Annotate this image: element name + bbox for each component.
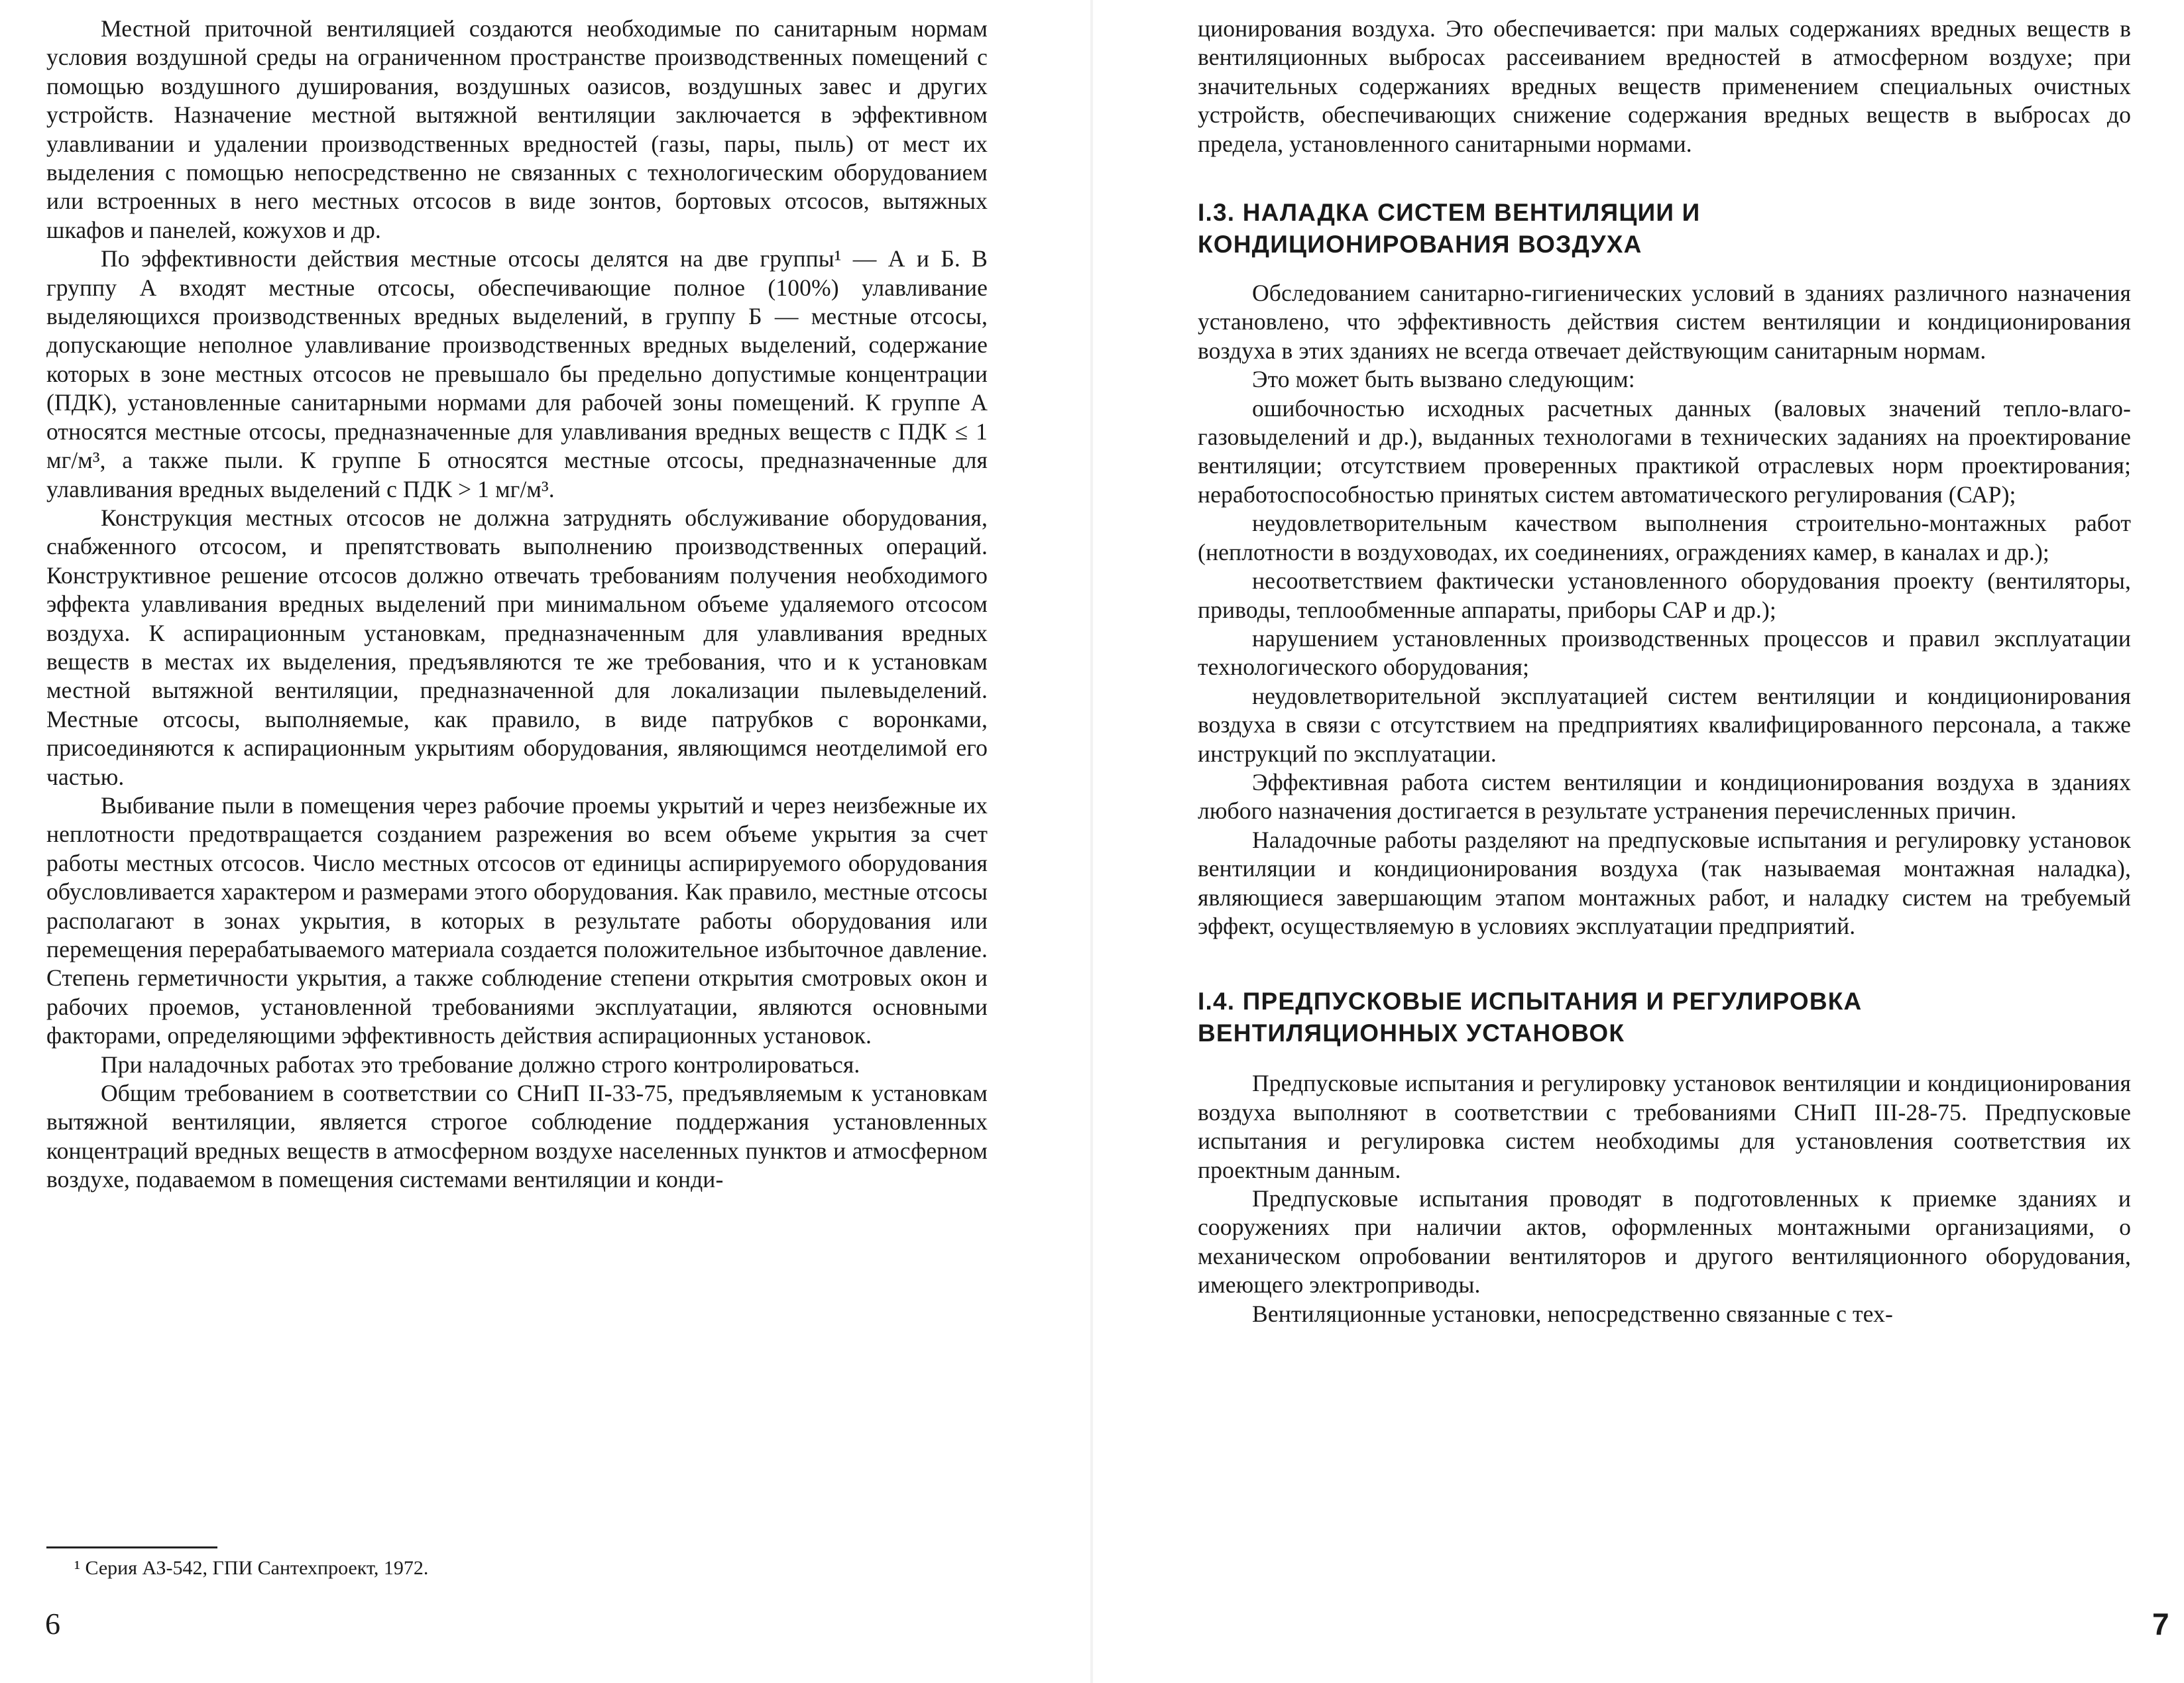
list-item: неудовлетворительной эксплуатацией систем вентиляции и кондиционирования воздуха в связи с отсутствием на предприятиях квалифицированного персонала, а также инструкций по эксплуатации. — [1198, 682, 2131, 767]
paragraph: Это может быть вызвано следующим: — [1252, 366, 1635, 393]
paragraph: Конструкция местных отсосов не должна затруднять обслуживание оборудования, снабженного отсосом, и препятствовать выполнению производственных операций. Конструктивное решение отсосов должно отвечать требованиям получения необходимого эффекта улавливания вредных выделений при минимальном объеме удаляемого отсосом воздуха. К аспирационным установкам, предназначенным для улавливания вредных веществ в местах их выделения, предъявляются те же требования, что и к установкам местной вытяжной вентиляции, предназначенной для локализации пылевыделений. Местные отсосы, выполняемые, как правило, в виде патрубков с воронками, присоединяются к аспирационным укрытиям оборудования, являющимся неотделимой его частью. — [46, 504, 988, 790]
list-item: несоответствием фактически установленного оборудования проекту (вентиляторы, приводы, теплообменные аппараты, приборы САР и др.); — [1198, 567, 2131, 623]
paragraph: При наладочных работах это требование должно строго контролироваться. — [101, 1051, 860, 1078]
page-number-left: 6 — [45, 1607, 60, 1641]
right-text-column — [1198, 15, 2131, 1328]
paragraph: Эффективная работа систем вентиляции и кондиционирования воздуха в зданиях любого назначения достигается в результате устранения перечисленных причин. — [1198, 768, 2131, 825]
section-heading-1-3 — [1198, 197, 2131, 261]
paragraph: По эффективности действия местные отсосы делятся на две группы¹ — А и Б. В группу А входят местные отсосы, обеспечивающие полное (100%) улавливание выделяющихся производственных вредных выделений, в группу Б — местные отсосы, допускающие неполное улавливание производственных вредных выделений, содержание которых в зоне местных отсосов не превышало бы предельно допустимые концентрации (ПДК), установленные санитарными нормами для рабочей зоны помещений. К группе А относятся местные отсосы, предназначенные для улавливания вредных веществ с ПДК ≤ 1 мг/м³, а также пыли. К группе Б относятся местные отсосы, предназначенные для улавливания вредных выделений с ПДК > 1 мг/м³. — [46, 245, 988, 502]
footnote: ¹ Серия АЗ-542, ГПИ Сантехпроект, 1972. — [74, 1557, 429, 1579]
paragraph: Местной приточной вентиляцией создаются необходимые по санитарным нормам условия воздушной среды на ограниченном пространстве производственных помещений с помощью воздушного душирования, воздушных оазисов, воздушных завес и других устройств. Назначение местной вытяжной вентиляции заключается в эффективном улавливании и удалении производственных вредностей (газы, пары, пыль) от мест их выделения с помощью непосредственно не связанных с технологическим оборудованием или встроенных в него местных отсосов в виде зонтов, бортовых отсосов, вытяжных шкафов и панелей, кожухов и др. — [46, 15, 988, 243]
paragraph-continuation: ционирования воздуха. Это обеспечивается: при малых содержаниях вредных веществ в вентиляционных выбросах рассеиванием вредностей в атмосферном воздухе; при значительных содержаниях вредных веществ применением специальных очистных устройств, обеспечивающих снижение содержания вредных веществ в выбросах до предела, установленного санитарными нормами. — [1198, 15, 2131, 157]
left-text-column — [46, 15, 988, 1194]
paragraph: Предпусковые испытания и регулировку установок вентиляции и кондиционирования воздуха выполняют в соответствии с требованиями СНиП III-28-75. Предпусковые испытания и регулировка систем необходимы для установления соответствия их проектным данным. — [1198, 1070, 2131, 1183]
footnote-divider — [46, 1546, 217, 1548]
heading-line: КОНДИЦИОНИРОВАНИЯ ВОЗДУХА — [1198, 231, 1642, 259]
heading-line: ВЕНТИЛЯЦИОННЫХ УСТАНОВОК — [1198, 1019, 1625, 1047]
list-item: неудовлетворительным качеством выполнения строительно-монтажных работ (неплотности в воздуховодах, их соединениях, ограждениях камер, в каналах и др.); — [1198, 510, 2131, 565]
paragraph: Общим требованием в соответствии со СНиП II-33-75, предъявляемым к установкам вытяжной вентиляции, является строгое соблюдение поддержания установленных концентраций вредных веществ в атмосферном воздухе населенных пунктов и атмосферном воздухе, подаваемом в помещения системами вентиляции и конди- — [46, 1080, 988, 1193]
paragraph: Наладочные работы разделяют на предпусковые испытания и регулировку установок вентиляции и кондиционирования воздуха (так называемая монтажная наладка), являющиеся завершающим этапом монтажных работ, и наладку систем на требуемый эффект, осуществляемую в условиях эксплуатации предприятий. — [1198, 826, 2131, 939]
section-heading-1-4 — [1198, 986, 2131, 1049]
list-item: ошибочностью исходных расчетных данных (валовых значений тепло-влаго-газовыделений и др.), выданных технологами в технических заданиях на проектирование вентиляции; отсутствием проверенных практикой отраслевых норм проектирования; неработоспособностью принятых систем автоматического регулирования (САР); — [1198, 394, 2131, 508]
list-item: нарушением установленных производственных процессов и правил эксплуатации технологического оборудования; — [1198, 624, 2131, 681]
paragraph: Вентиляционные установки, непосредственно связанные с тех- — [1252, 1300, 1893, 1327]
paragraph: Обследованием санитарно-гигиенических условий в зданиях различного назначения установлено, что эффективность действия систем вентиляции и кондиционирования воздуха в этих зданиях не всегда отвечает действующим санитарным нормам. — [1198, 280, 2131, 364]
page-number-right: 7 — [2152, 1607, 2169, 1641]
paragraph: Предпусковые испытания проводят в подготовленных к приемке зданиях и сооружениях при наличии актов, оформленных монтажными организациями, о механическом опробовании вентиляторов и другого вентиляционного оборудования, имеющего электроприводы. — [1198, 1185, 2131, 1299]
right-page — [1092, 0, 2184, 1683]
heading-line: I.4. ПРЕДПУСКОВЫЕ ИСПЫТАНИЯ И РЕГУЛИРОВКА — [1198, 988, 1863, 1016]
paragraph: Выбивание пыли в помещения через рабочие проемы укрытий и через неизбежные их неплотности предотвращается созданием разрежения во всем объеме укрытия за счет работы местных отсосов. Число местных отсосов от единицы аспирируемого оборудования обусловливается характером и размерами этого оборудования. Как правило, местные отсосы располагают в зонах укрытия, в которых в результате работы оборудования или перемещения перерабатываемого материала создается положительное избыточное давление. Степень герметичности укрытия, а также соблюдение степени открытия смотровых окон и рабочих проемов, установленной требованиями эксплуатации, являются основными факторами, определяющими эффективность действия аспирационных установок. — [46, 791, 988, 1049]
heading-line: I.3. НАЛАДКА СИСТЕМ ВЕНТИЛЯЦИИ И — [1198, 199, 1701, 227]
